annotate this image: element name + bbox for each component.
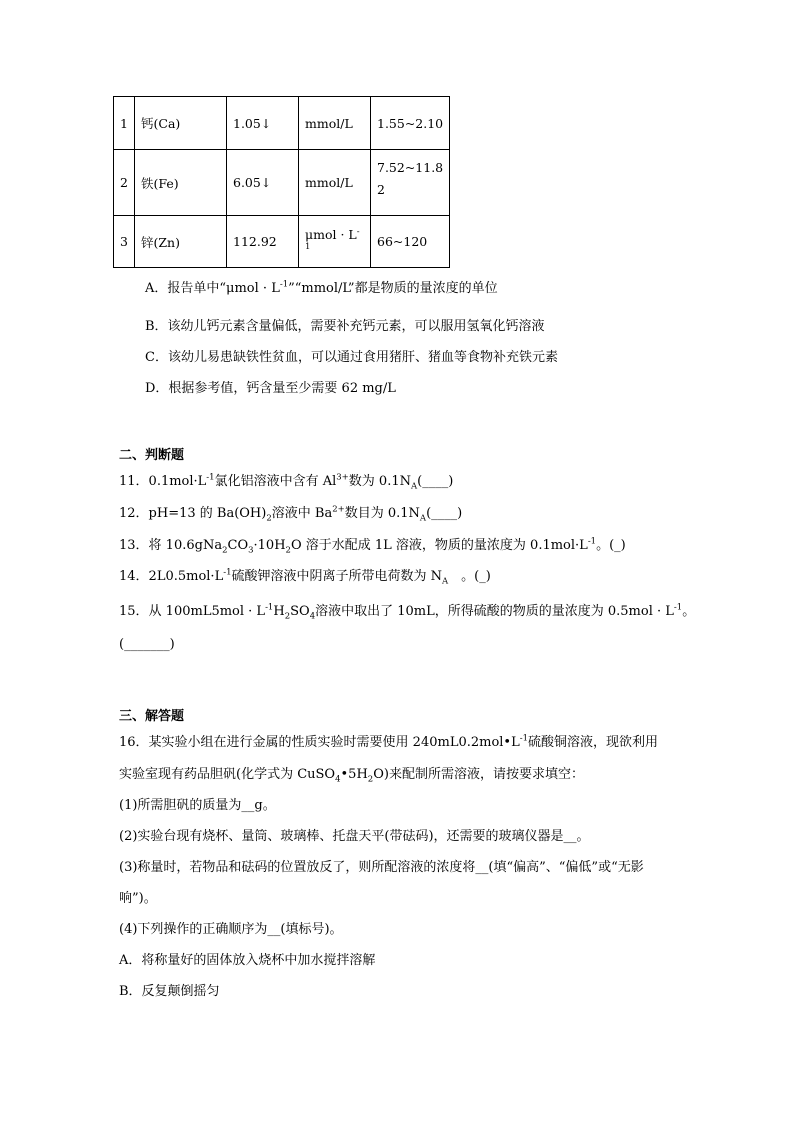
option-b: B．该幼儿钙元素含量偏低，需要补充钙元素，可以服用氢氧化钙溶液 (145, 319, 545, 334)
reference-range: 1.55~2.10 (371, 97, 450, 150)
question-16-part-3-cont: 响”)。 (119, 891, 157, 906)
section-title-judgement: 二、判断题 (119, 448, 185, 463)
lab-results-table (113, 96, 450, 268)
question-13: 13．将 $10.6gNa_2CO_3\cdot 10H_2O$ 溶于水配成 1L 溶液，物质的量浓度为 $0.1mol\cdot L^{-1}$。(_) (119, 536, 626, 556)
table-row (114, 150, 450, 216)
table-row (114, 216, 450, 268)
option-d: D．根据参考值，钙含量至少需要 62 mg/L (145, 381, 396, 396)
item-value: 112.92 (227, 216, 299, 268)
question-15-answer-blank: (_______) (119, 637, 175, 652)
table-row (114, 97, 450, 150)
question-12: 12．pH=13 的 $Ba(OH)_2$溶液中 $Ba^{2+}$数目为 $0.1N_A(\_\_\_\_)$ (119, 504, 463, 524)
question-16-line2: 实验室现有药品胆矾(化学式为 $CuSO_4•5H_2O$)来配制所需溶液，请按要求填空： (119, 767, 584, 785)
step-a: A．将称量好的固体放入烧杯中加水搅拌溶解 (119, 953, 376, 968)
item-name: 钙(Ca) (135, 97, 227, 150)
item-name: 铁(Fe) (135, 150, 227, 216)
question-16-part-1: (1)所需胆矾的质量为__g。 (119, 798, 276, 813)
reference-range: 66~120 (371, 216, 450, 268)
row-number: 2 (114, 150, 135, 216)
question-15: 15．从 $100mL5mol \cdot L^{-1}H_2SO_4$溶液中取出了 10mL，所得硫酸的物质的量浓度为 $0.5mol \cdot L^{-1}$。 (119, 602, 696, 622)
row-number: 1 (114, 97, 135, 150)
question-16-part-2: (2)实验台现有烧杯、量筒、玻璃棒、托盘天平(带砝码)，还需要的玻璃仪器是__。 (119, 829, 590, 844)
question-11: 11．$0.1mol\cdot L^{-1}$氯化铝溶液中含有 $Al^{3+}$数为 $0.1N_A(\_\_\_\_)$ (119, 472, 454, 492)
question-16-part-4: (4)下列操作的正确顺序为__(填标号)。 (119, 922, 343, 937)
reference-range-line2: 2 (377, 182, 385, 197)
item-unit: mmol/L (299, 150, 371, 216)
reference-range (371, 150, 450, 216)
item-name: 锌(Zn) (135, 216, 227, 268)
option-c: C．该幼儿易患缺铁性贫血，可以通过食用猪肝、猪血等食物补充铁元素 (145, 350, 558, 365)
item-value: 1.05↓ (227, 97, 299, 150)
reference-range-line1: 7.52~11.8 (377, 160, 444, 175)
option-a: A．报告单中“$\mu mol \cdot L^{-1}”“mmol/L$”都是物质的量浓度的单位 (145, 279, 498, 296)
question-14: 14．$2L0.5mol\cdot L^{-1}$硫酸钾溶液中阴离子所带电荷数为 $N_A$ 。(_) (119, 567, 491, 587)
item-unit: $\mu mol \cdot L^{-1}$ (299, 216, 371, 268)
section-title-answer: 三、解答题 (119, 709, 185, 724)
row-number: 3 (114, 216, 135, 268)
item-unit: mmol/L (299, 97, 371, 150)
question-16-part-3: (3)称量时，若物品和砝码的位置放反了，则所配溶液的浓度将__(填“偏高”、“偏低”或“无影 (119, 860, 644, 875)
step-b: B．反复颠倒摇匀 (119, 984, 220, 999)
item-value: 6.05↓ (227, 150, 299, 216)
question-16-line1: 16．某实验小组在进行金属的性质实验时需要使用 $240mL0.2mol•L^{-1}$硫酸铜溶液，现欲利用 (119, 733, 659, 750)
